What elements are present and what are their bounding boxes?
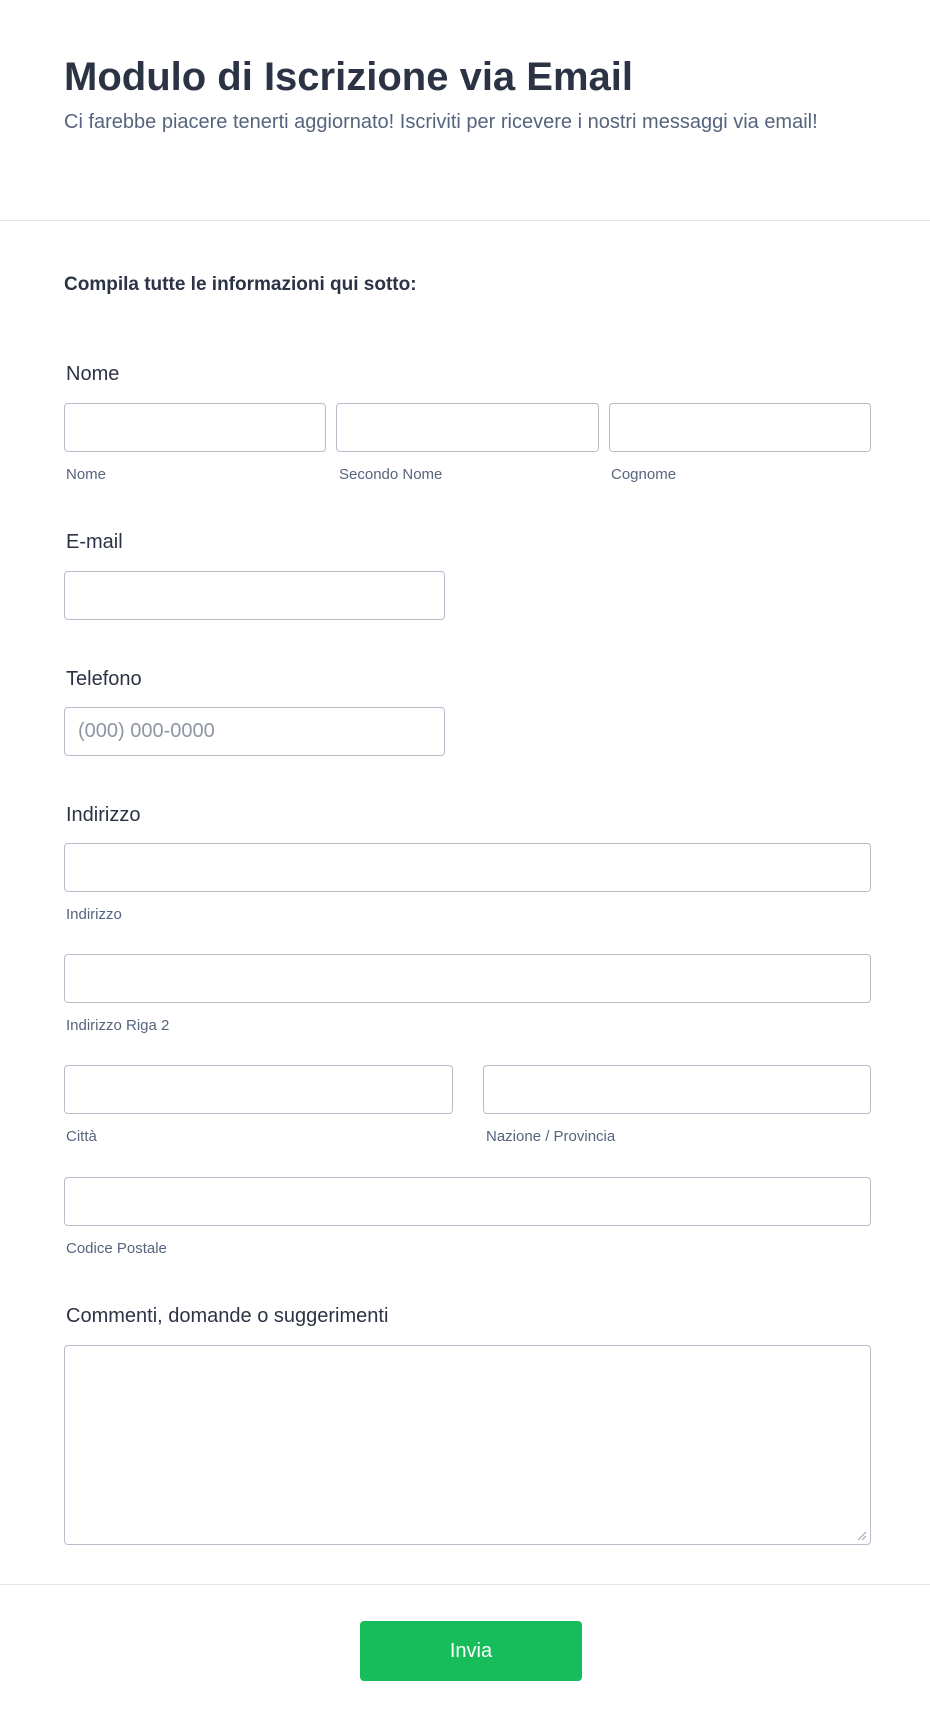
city-input[interactable] <box>64 1065 453 1114</box>
resize-grip-icon[interactable] <box>857 1531 867 1541</box>
address-line1-input[interactable] <box>64 843 871 892</box>
address-line2-input[interactable] <box>64 954 871 1003</box>
submit-button[interactable]: Invia <box>360 1621 582 1681</box>
state-province-input[interactable] <box>483 1065 871 1114</box>
phone-label: Telefono <box>66 668 142 690</box>
first-name-input[interactable] <box>64 403 326 452</box>
form-header <box>0 0 930 221</box>
state-province-sublabel: Nazione / Provincia <box>486 1128 616 1145</box>
email-input[interactable] <box>64 571 445 620</box>
form-instructions: Compila tutte le informazioni qui sotto: <box>64 274 417 295</box>
comments-textarea[interactable] <box>64 1345 871 1545</box>
comments-label: Commenti, domande o suggerimenti <box>66 1305 389 1327</box>
first-name-sublabel: Nome <box>66 466 107 483</box>
last-name-input[interactable] <box>609 403 871 452</box>
city-sublabel: Città <box>66 1128 97 1145</box>
middle-name-sublabel: Secondo Nome <box>339 466 443 483</box>
page-title: Modulo di Iscrizione via Email <box>64 55 634 99</box>
address-line2-sublabel: Indirizzo Riga 2 <box>66 1017 170 1034</box>
address-line1-sublabel: Indirizzo <box>66 906 122 923</box>
page-subtitle: Ci farebbe piacere tenerti aggiornato! Iscriviti per ricevere i nostri messaggi via email! <box>64 111 818 133</box>
last-name-sublabel: Cognome <box>611 466 677 483</box>
middle-name-input[interactable] <box>336 403 599 452</box>
postal-code-input[interactable] <box>64 1177 871 1226</box>
address-label: Indirizzo <box>66 804 141 826</box>
name-label: Nome <box>66 363 120 385</box>
phone-input[interactable] <box>64 707 445 756</box>
postal-code-sublabel: Codice Postale <box>66 1240 167 1257</box>
email-label: E-mail <box>66 531 123 553</box>
